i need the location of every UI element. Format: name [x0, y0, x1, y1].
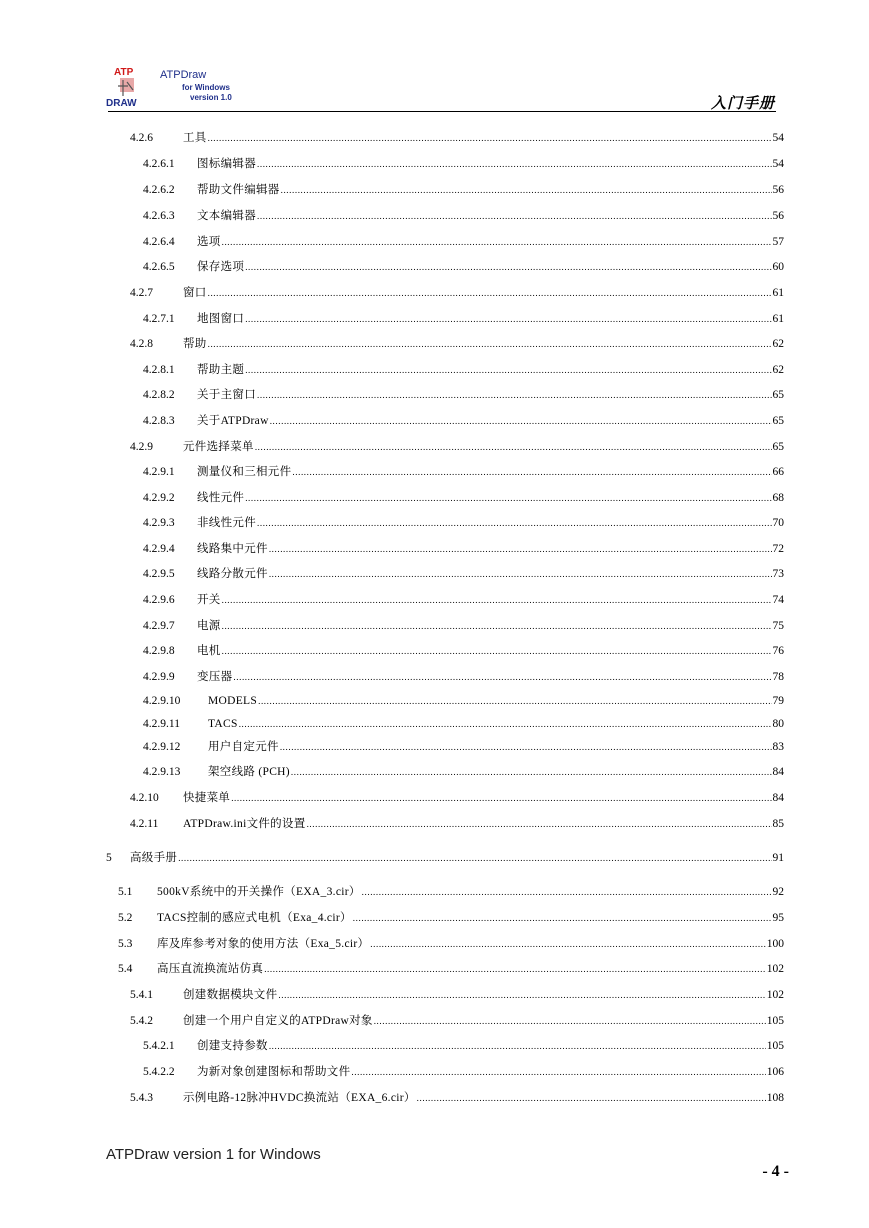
toc-entry-title: 线路集中元件 [197, 543, 268, 555]
toc-entry-number: 4.2.9.6 [143, 594, 175, 606]
toc-entry-number: 4.2.9.4 [143, 543, 175, 555]
toc-entry-title: 为新对象创建图标和帮助文件 [197, 1066, 351, 1078]
toc-entry-leader [257, 157, 772, 171]
toc-entry-leader [292, 465, 771, 479]
toc-entry-page: 54 [772, 132, 784, 144]
toc-entry[interactable] [130, 791, 784, 805]
toc-entry-title: 线性元件 [197, 492, 245, 504]
toc-entry-title: 线路分散元件 [197, 568, 268, 580]
toc-entry-page: 68 [772, 492, 784, 504]
toc-entry-page: 102 [766, 989, 784, 1001]
toc-entry-title: 高级手册 [130, 852, 178, 864]
toc-entry-title: 电机 [197, 645, 221, 657]
toc-entry-leader [370, 937, 765, 951]
toc-entry[interactable] [130, 1014, 784, 1028]
toc-entry-number: 4.2.6.5 [143, 261, 175, 273]
toc-entry-leader [245, 260, 771, 274]
toc-entry-number: 4.2.9.5 [143, 568, 175, 580]
toc-entry-title: 快捷菜单 [183, 792, 231, 804]
toc-entry-title: 高压直流换流站仿真 [157, 963, 264, 975]
toc-entry-leader [417, 1091, 766, 1105]
toc-entry-page: 61 [772, 313, 784, 325]
toc-entry-number: 4.2.6 [130, 132, 153, 144]
toc-entry-page: 84 [772, 792, 784, 804]
toc-entry[interactable] [130, 988, 784, 1002]
toc-entry-leader [307, 817, 772, 831]
toc-entry-title: 开关 [197, 594, 221, 606]
toc-entry-number: 4.2.8.3 [143, 415, 175, 427]
toc-entry-number: 4.2.9.11 [143, 718, 180, 730]
atpdraw-logo [106, 66, 246, 108]
toc-entry[interactable] [130, 440, 784, 454]
toc-entry[interactable] [106, 851, 784, 865]
header-title: 入门手册 [710, 94, 775, 112]
toc-entry-page: 102 [766, 963, 784, 975]
toc-entry[interactable] [130, 131, 784, 145]
toc-entry-number: 4.2.11 [130, 818, 159, 830]
header-rule [108, 111, 776, 112]
toc-entry[interactable] [143, 717, 784, 731]
toc-entry-number: 4.2.7.1 [143, 313, 175, 325]
toc-entry-leader [269, 567, 772, 581]
toc-entry-page: 61 [772, 287, 784, 299]
toc-entry-number: 5.4.2 [130, 1015, 153, 1027]
toc-entry-title: 帮助主题 [197, 364, 245, 376]
toc-entry-title: 地图窗口 [197, 313, 245, 325]
toc-entry-number: 4.2.8.1 [143, 364, 175, 376]
toc-entry-title: 关于ATPDraw [197, 415, 269, 427]
toc-entry-title: TACS控制的感应式电机（Exa_4.cir） [157, 912, 352, 924]
toc-entry[interactable] [143, 414, 784, 428]
toc-entry-page: 91 [772, 852, 784, 864]
toc-entry-leader [258, 694, 771, 708]
toc-entry-title: TACS [208, 718, 238, 730]
toc-entry-page: 70 [772, 517, 784, 529]
toc-entry[interactable] [143, 765, 784, 779]
toc-entry-number: 4.2.9.8 [143, 645, 175, 657]
toc-entry-leader [255, 440, 772, 454]
toc-entry-title: 500kV系统中的开关操作（EXA_3.cir） [157, 886, 361, 898]
toc-entry[interactable] [143, 312, 784, 326]
toc-entry-page: 76 [772, 645, 784, 657]
toc-entry[interactable] [118, 962, 784, 976]
toc-entry-leader [231, 791, 771, 805]
footer-title: ATPDraw version 1 for Windows [106, 1146, 321, 1163]
toc-entry[interactable] [130, 286, 784, 300]
toc-entry-leader [278, 988, 765, 1002]
toc-entry[interactable] [143, 363, 784, 377]
toc-entry[interactable] [143, 209, 784, 223]
toc-entry-number: 4.2.9.10 [143, 695, 181, 707]
toc-entry[interactable] [143, 567, 784, 581]
toc-entry-page: 95 [772, 912, 784, 924]
toc-entry-page: 62 [772, 338, 784, 350]
toc-entry-number: 4.2.10 [130, 792, 159, 804]
toc-entry-page: 108 [766, 1092, 784, 1104]
toc-entry-leader [280, 740, 772, 754]
toc-entry-number: 5.4.1 [130, 989, 153, 1001]
toc-entry[interactable] [143, 670, 784, 684]
toc-entry-leader [257, 516, 772, 530]
toc-entry-title: ATPDraw.ini文件的设置 [183, 818, 306, 830]
toc-entry-page: 66 [772, 466, 784, 478]
logo-badge-top: ATP [114, 67, 134, 78]
toc-entry-leader [362, 885, 772, 899]
toc-entry-number: 5.4 [118, 963, 133, 975]
toc-entry-page: 85 [772, 818, 784, 830]
toc-entry-number: 4.2.9.7 [143, 620, 175, 632]
toc-entry-title: 文本编辑器 [197, 210, 256, 222]
toc-entry-title: 保存选项 [197, 261, 245, 273]
toc-entry[interactable] [130, 817, 784, 831]
logo-line3: version 1.0 [190, 93, 232, 102]
toc-entry-leader [222, 235, 772, 249]
toc-entry-leader [208, 286, 772, 300]
toc-entry-number: 4.2.6.3 [143, 210, 175, 222]
toc-entry[interactable] [118, 885, 784, 899]
toc-entry-page: 57 [772, 236, 784, 248]
toc-entry-number: 5 [106, 852, 112, 864]
footer-page-number: - 4 - [762, 1163, 789, 1180]
toc-entry[interactable] [143, 542, 784, 556]
toc-entry-leader [245, 312, 771, 326]
toc-entry-page: 78 [772, 671, 784, 683]
toc-entry-page: 106 [766, 1066, 784, 1078]
toc-entry[interactable] [143, 235, 784, 249]
toc-entry[interactable] [143, 388, 784, 402]
toc-entry-leader [245, 491, 771, 505]
toc-entry-leader [222, 593, 772, 607]
toc-entry[interactable] [143, 1039, 784, 1053]
toc-entry-leader [269, 542, 772, 556]
toc-entry-page: 105 [766, 1040, 784, 1052]
toc-entry[interactable] [143, 183, 784, 197]
toc-entry-number: 5.2 [118, 912, 133, 924]
toc-entry[interactable] [143, 619, 784, 633]
atpdraw-logo-icon [106, 66, 152, 108]
toc-entry-leader [257, 388, 772, 402]
toc-entry-page: 74 [772, 594, 784, 606]
toc-entry-number: 4.2.9.9 [143, 671, 175, 683]
toc-entry[interactable] [118, 937, 784, 951]
toc-entry-page: 73 [772, 568, 784, 580]
toc-entry[interactable] [143, 644, 784, 658]
toc-entry-page: 72 [772, 543, 784, 555]
toc-entry-leader [222, 644, 772, 658]
toc-entry[interactable] [143, 516, 784, 530]
toc-entry-title: 非线性元件 [197, 517, 256, 529]
toc-entry-title: 测量仪和三相元件 [197, 466, 292, 478]
toc-entry-title: 帮助 [183, 338, 207, 350]
toc-entry-title: 创建一个用户自定义的ATPDraw对象 [183, 1015, 373, 1027]
logo-name: ATPDraw [160, 69, 207, 81]
toc-entry-leader [233, 670, 771, 684]
toc-entry-number: 4.2.6.4 [143, 236, 175, 248]
toc-entry-page: 65 [772, 441, 784, 453]
toc-entry-leader [351, 1065, 765, 1079]
toc-entry[interactable] [130, 1091, 784, 1105]
toc-entry-leader [245, 363, 771, 377]
toc-entry-title: 关于主窗口 [197, 389, 256, 401]
toc-entry-page: 65 [772, 415, 784, 427]
toc-entry-leader [239, 717, 772, 731]
logo-line2: for Windows [182, 83, 230, 92]
toc-entry-number: 4.2.9.12 [143, 741, 181, 753]
toc-entry-number: 4.2.9.3 [143, 517, 175, 529]
toc-entry-leader [264, 962, 766, 976]
toc-entry-page: 80 [772, 718, 784, 730]
toc-entry-leader [291, 765, 772, 779]
toc-entry-title: 库及库参考对象的使用方法（Exa_5.cir） [157, 938, 370, 950]
toc-entry-page: 75 [772, 620, 784, 632]
toc-entry[interactable] [118, 911, 784, 925]
toc-entry-number: 4.2.9 [130, 441, 153, 453]
toc-entry-number: 4.2.6.1 [143, 158, 175, 170]
toc-entry-page: 105 [766, 1015, 784, 1027]
toc-entry-leader [208, 131, 772, 145]
toc-entry[interactable] [143, 491, 784, 505]
toc-entry-leader [208, 337, 772, 351]
toc-entry-leader [178, 851, 771, 865]
toc-entry-title: 工具 [183, 132, 207, 144]
toc-entry-number: 4.2.9.1 [143, 466, 175, 478]
toc-entry-page: 54 [772, 158, 784, 170]
toc-entry-page: 65 [772, 389, 784, 401]
toc-entry-leader [269, 1039, 766, 1053]
toc-entry-title: 变压器 [197, 671, 233, 683]
toc-entry-leader [222, 619, 772, 633]
toc-entry-page: 62 [772, 364, 784, 376]
toc-entry[interactable] [143, 694, 784, 708]
toc-entry[interactable] [143, 157, 784, 171]
toc-entry-page: 60 [772, 261, 784, 273]
toc-entry-title: 示例电路-12脉冲HVDC换流站（EXA_6.cir） [183, 1092, 416, 1104]
toc-entry[interactable] [130, 337, 784, 351]
toc-entry-title: 帮助文件编辑器 [197, 184, 280, 196]
toc-entry-title: 创建数据模块文件 [183, 989, 278, 1001]
toc-entry-leader [270, 414, 772, 428]
toc-entry-title: 架空线路 (PCH) [208, 766, 290, 778]
toc-entry-number: 4.2.8.2 [143, 389, 175, 401]
toc-entry-number: 5.1 [118, 886, 133, 898]
toc-entry-leader [257, 209, 772, 223]
toc-entry[interactable] [143, 1065, 784, 1079]
toc-entry[interactable] [143, 593, 784, 607]
toc-entry-title: MODELS [208, 695, 258, 707]
logo-badge-bottom: DRAW [106, 98, 137, 108]
toc-entry-title: 选项 [197, 236, 221, 248]
toc-entry-number: 4.2.8 [130, 338, 153, 350]
toc-entry-number: 5.3 [118, 938, 133, 950]
toc-entry-number: 4.2.6.2 [143, 184, 175, 196]
toc-entry-leader [281, 183, 772, 197]
toc-entry-page: 83 [772, 741, 784, 753]
toc-entry-title: 元件选择菜单 [183, 441, 254, 453]
toc-entry-number: 4.2.7 [130, 287, 153, 299]
toc-entry-page: 79 [772, 695, 784, 707]
toc-entry-title: 电源 [197, 620, 221, 632]
toc-entry-title: 窗口 [183, 287, 207, 299]
toc-entry-page: 100 [766, 938, 784, 950]
toc-entry-number: 4.2.9.2 [143, 492, 175, 504]
toc-entry-number: 5.4.2.2 [143, 1066, 175, 1078]
toc-entry-title: 用户自定元件 [208, 741, 279, 753]
toc-entry-page: 84 [772, 766, 784, 778]
toc-entry-title: 图标编辑器 [197, 158, 256, 170]
toc-entry-page: 56 [772, 210, 784, 222]
toc-entry-number: 5.4.2.1 [143, 1040, 175, 1052]
toc-entry-number: 5.4.3 [130, 1092, 153, 1104]
toc-entry[interactable] [143, 260, 784, 274]
toc-entry-page: 92 [772, 886, 784, 898]
toc-entry[interactable] [143, 740, 784, 754]
toc-entry-leader [374, 1014, 766, 1028]
toc-entry-number: 4.2.9.13 [143, 766, 181, 778]
toc-entry-title: 创建支持参数 [197, 1040, 268, 1052]
toc-entry-leader [353, 911, 772, 925]
toc-entry-page: 56 [772, 184, 784, 196]
toc-entry[interactable] [143, 465, 784, 479]
